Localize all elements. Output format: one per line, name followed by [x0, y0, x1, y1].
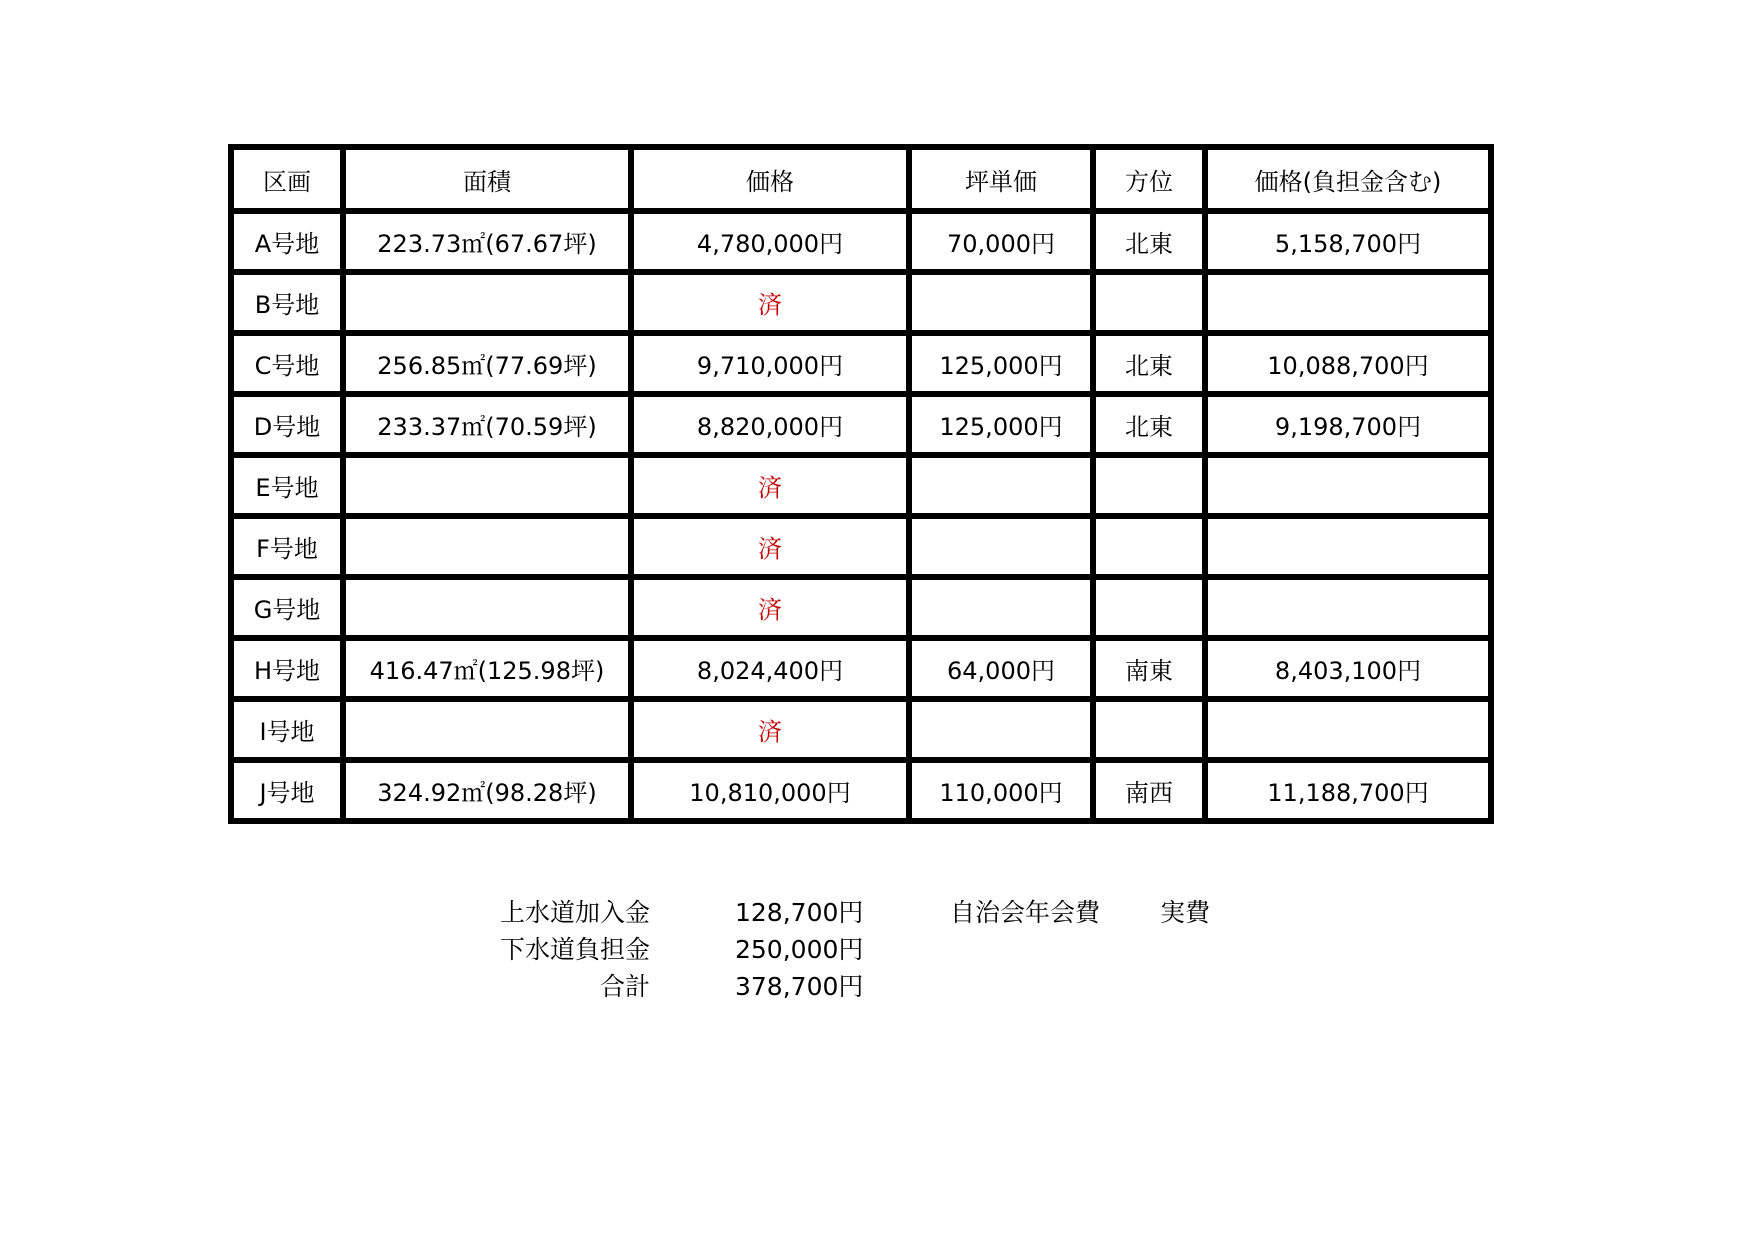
cell-lot: F号地 — [231, 516, 343, 577]
cell-lot: H号地 — [231, 638, 343, 699]
cell-total — [1205, 516, 1491, 577]
cell-unit-price: 70,000円 — [909, 211, 1093, 272]
cell-total — [1205, 455, 1491, 516]
cell-lot: A号地 — [231, 211, 343, 272]
cell-lot: D号地 — [231, 394, 343, 455]
cell-lot: E号地 — [231, 455, 343, 516]
cell-area: 416.47㎡(125.98坪) — [343, 638, 631, 699]
cell-area — [343, 272, 631, 333]
cell-price: 8,024,400円 — [631, 638, 909, 699]
sold-mark: 済 — [631, 577, 909, 638]
cell-direction — [1093, 516, 1205, 577]
sold-mark: 済 — [631, 272, 909, 333]
cell-area — [343, 577, 631, 638]
association-fee-value: 実費 — [1160, 898, 1211, 927]
header-area: 面積 — [343, 147, 631, 211]
table-row — [231, 760, 1491, 821]
cell-unit-price — [909, 272, 1093, 333]
table-header-row — [231, 147, 1491, 211]
cell-total — [1205, 699, 1491, 760]
cell-lot: I号地 — [231, 699, 343, 760]
cell-unit-price — [909, 699, 1093, 760]
cell-unit-price — [909, 577, 1093, 638]
table-row — [231, 333, 1491, 394]
table-row — [231, 516, 1491, 577]
sewer-fee-value: 250,000円 — [735, 935, 864, 964]
association-fee-label: 自治会年会費 — [950, 898, 1101, 927]
table-row — [231, 638, 1491, 699]
cell-total: 5,158,700円 — [1205, 211, 1491, 272]
cell-lot: C号地 — [231, 333, 343, 394]
table-row — [231, 455, 1491, 516]
water-fee-value: 128,700円 — [735, 898, 864, 927]
cell-total: 11,188,700円 — [1205, 760, 1491, 821]
header-price: 価格 — [631, 147, 909, 211]
cell-direction — [1093, 272, 1205, 333]
cell-unit-price: 64,000円 — [909, 638, 1093, 699]
cell-price: 4,780,000円 — [631, 211, 909, 272]
table-row — [231, 394, 1491, 455]
header-lot: 区画 — [231, 147, 343, 211]
table-row — [231, 211, 1491, 272]
fee-labels — [350, 894, 650, 1005]
cell-area: 256.85㎡(77.69坪) — [343, 333, 631, 394]
cell-total — [1205, 272, 1491, 333]
cell-direction — [1093, 699, 1205, 760]
cell-area: 324.92㎡(98.28坪) — [343, 760, 631, 821]
cell-unit-price: 110,000円 — [909, 760, 1093, 821]
cell-price: 8,820,000円 — [631, 394, 909, 455]
cell-direction — [1093, 577, 1205, 638]
fee-total-label: 合計 — [599, 972, 650, 1001]
cell-lot: G号地 — [231, 577, 343, 638]
cell-direction: 北東 — [1093, 394, 1205, 455]
fee-values — [735, 894, 863, 1005]
header-total: 価格(負担金含む) — [1205, 147, 1491, 211]
cell-total: 8,403,100円 — [1205, 638, 1491, 699]
sold-mark: 済 — [631, 699, 909, 760]
cell-direction: 南西 — [1093, 760, 1205, 821]
lot-price-table — [228, 144, 1494, 824]
cell-unit-price — [909, 455, 1093, 516]
cell-unit-price: 125,000円 — [909, 394, 1093, 455]
cell-unit-price: 125,000円 — [909, 333, 1093, 394]
cell-direction: 南東 — [1093, 638, 1205, 699]
cell-area — [343, 699, 631, 760]
cell-area: 233.37㎡(70.59坪) — [343, 394, 631, 455]
cell-price: 10,810,000円 — [631, 760, 909, 821]
table-row — [231, 577, 1491, 638]
cell-direction: 北東 — [1093, 211, 1205, 272]
water-fee-label: 上水道加入金 — [499, 898, 650, 927]
cell-lot: J号地 — [231, 760, 343, 821]
header-direction: 方位 — [1093, 147, 1205, 211]
cell-total: 9,198,700円 — [1205, 394, 1491, 455]
header-unit-price: 坪単価 — [909, 147, 1093, 211]
table-row — [231, 699, 1491, 760]
sold-mark: 済 — [631, 455, 909, 516]
cell-unit-price — [909, 516, 1093, 577]
cell-direction: 北東 — [1093, 333, 1205, 394]
cell-area — [343, 455, 631, 516]
fee-total-value: 378,700円 — [735, 972, 864, 1001]
cell-total: 10,088,700円 — [1205, 333, 1491, 394]
cell-total — [1205, 577, 1491, 638]
sewer-fee-label: 下水道負担金 — [499, 935, 650, 964]
cell-direction — [1093, 455, 1205, 516]
cell-price: 9,710,000円 — [631, 333, 909, 394]
cell-lot: B号地 — [231, 272, 343, 333]
table-row — [231, 272, 1491, 333]
sold-mark: 済 — [631, 516, 909, 577]
cell-area — [343, 516, 631, 577]
cell-area: 223.73㎡(67.67坪) — [343, 211, 631, 272]
